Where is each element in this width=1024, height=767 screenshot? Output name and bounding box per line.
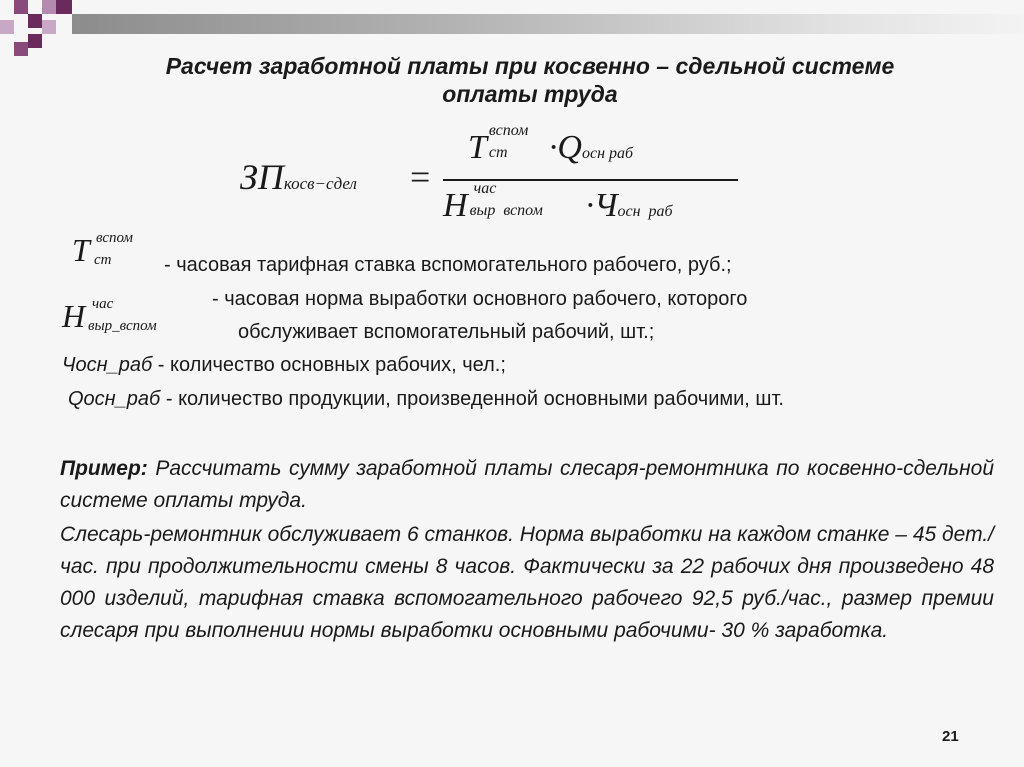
title-line-2: оплаты труда [442, 81, 618, 107]
den-dot: · [585, 187, 595, 224]
decor-square [0, 20, 14, 34]
symbol-t [72, 232, 162, 272]
definition-q-label: Qосн_раб [68, 388, 161, 410]
num-q-sub: осн раб [581, 145, 634, 162]
formula-lhs-main: ЗП [240, 157, 284, 197]
num-t-sup: вспом [488, 122, 529, 139]
header-gradient-bar [72, 14, 1024, 34]
symbol-t-sub: ст [94, 252, 112, 268]
symbol-t-sup: вспом [96, 230, 133, 246]
decor-square [28, 14, 42, 28]
den-h-sup: час [473, 180, 497, 197]
formula-numerator [468, 122, 634, 167]
symbol-h-sub: выр_вспом [88, 318, 157, 334]
decor-square [14, 42, 28, 56]
num-t: T [468, 129, 487, 166]
formula-lhs [240, 156, 357, 198]
decor-square [28, 34, 42, 48]
den-h: H [443, 187, 468, 224]
symbol-h-main: H [62, 298, 86, 334]
symbol-t-main: T [72, 232, 90, 268]
num-dot: · [548, 129, 558, 166]
den-h-sub: выр вспом [469, 202, 543, 219]
decor-square [42, 20, 56, 34]
page-number: 21 [942, 728, 959, 745]
definition-q-text: - количество продукции, произведенной основными рабочими, шт. [160, 388, 784, 410]
definition-h-line1: - часовая норма выработки основного рабочего, которого [212, 288, 748, 310]
definition-q [68, 388, 784, 411]
decor-square [42, 0, 56, 14]
definition-h-line2: обслуживает вспомогательный рабочий, шт.; [238, 321, 655, 343]
example-body: Слесарь-ремонтник обслуживает 6 станков. Норма выработки на каждом станке – 45 дет./час. при продолжительности смены 8 часов. Фактически за 22 рабочих дня произведено 48 000 изделий, тарифная ставка вспомогательного рабочего 92,5 руб./час., размер премии слесаря при выполнении нормы выработки основными рабочими- 30 % заработка. [60, 523, 994, 642]
decor-square [14, 0, 28, 14]
den-ch-sub: осн раб [617, 203, 673, 220]
symbol-h [62, 298, 202, 338]
slide-title [60, 52, 1000, 108]
example-label: Пример: [60, 457, 148, 480]
num-q: Q [557, 129, 582, 166]
decor-square [56, 0, 72, 14]
definition-ch-text: - количество основных рабочих, чел.; [152, 354, 506, 376]
den-ch: Ч [594, 187, 618, 224]
formula-lhs-sub: косв−сдел [283, 174, 357, 193]
num-t-sub: ст [488, 144, 508, 161]
symbol-h-sup: час [92, 296, 114, 312]
wage-formula [240, 122, 760, 233]
formula-denominator [443, 180, 673, 225]
formula-equals: = [410, 157, 431, 197]
definition-t: - часовая тарифная ставка вспомогательного рабочего, руб.; [164, 254, 732, 276]
example-task-text: Рассчитать сумму заработной платы слесаря-ремонтника по косвенно-сдельной системе оплаты труда. [60, 457, 994, 512]
definition-ch [62, 354, 506, 377]
definition-ch-label: Чосн_раб [62, 354, 153, 376]
title-line-1: Расчет заработной платы при косвенно – сдельной системе [165, 53, 895, 79]
example-task [60, 453, 994, 517]
